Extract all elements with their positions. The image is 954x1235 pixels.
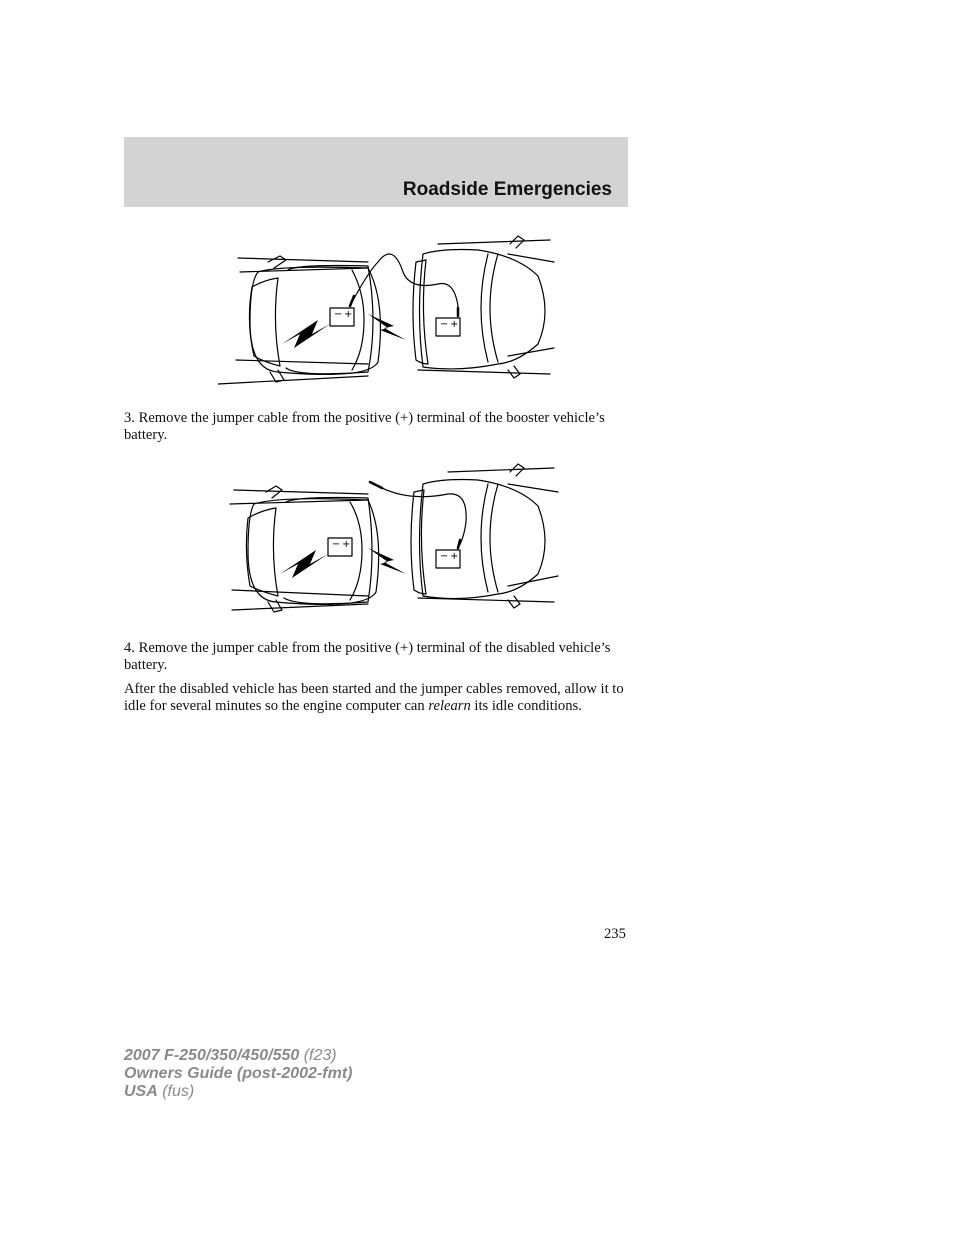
jump-start-diagram-2 bbox=[218, 462, 560, 624]
footer-line-3: USA (fus) bbox=[124, 1083, 195, 1100]
step-3-text: 3. Remove the jumper cable from the positive (+) terminal of the booster vehicle’s battery. bbox=[124, 410, 605, 443]
footer-line-1: 2007 F-250/350/450/550 (f23) bbox=[124, 1047, 337, 1064]
battery-minus-label: − bbox=[334, 309, 343, 320]
battery-plus-label: + bbox=[344, 309, 353, 320]
after-text-end: its idle conditions. bbox=[470, 698, 582, 714]
document-footer bbox=[124, 1047, 352, 1101]
lightning-bolt-icon bbox=[368, 314, 406, 340]
lightning-bolt-icon bbox=[368, 548, 406, 574]
jump-start-diagram-1 bbox=[218, 232, 560, 394]
footer-line-2: Owners Guide (post-2002-fmt) bbox=[124, 1065, 353, 1082]
relearn-emphasis: relearn bbox=[428, 698, 471, 714]
battery-plus-label: + bbox=[342, 539, 351, 550]
section-title: Roadside Emergencies bbox=[402, 179, 612, 200]
lightning-bolt-icon bbox=[282, 320, 330, 348]
step-4-text: 4. Remove the jumper cable from the positive (+) terminal of the disabled vehicle’s battery. bbox=[124, 640, 611, 673]
battery-minus-label: − bbox=[332, 539, 341, 550]
left-vehicle-outline bbox=[230, 486, 379, 612]
lightning-bolt-icon bbox=[280, 550, 328, 578]
after-text-start: After the disabled vehicle has been started and the jumper cables removed, allow it to idle for several minutes so the engine computer can bbox=[124, 681, 624, 714]
battery-minus-label: − bbox=[440, 551, 449, 562]
right-vehicle-outline bbox=[411, 464, 558, 608]
right-vehicle-outline bbox=[413, 236, 554, 378]
section-header-band bbox=[124, 137, 628, 207]
left-vehicle-outline bbox=[218, 256, 380, 384]
battery-plus-label: + bbox=[450, 551, 459, 562]
battery-plus-label: + bbox=[450, 319, 459, 330]
jumper-cable bbox=[350, 254, 458, 316]
battery-minus-label: − bbox=[440, 319, 449, 330]
page-number: 235 bbox=[604, 926, 626, 942]
after-start-paragraph bbox=[124, 681, 628, 715]
